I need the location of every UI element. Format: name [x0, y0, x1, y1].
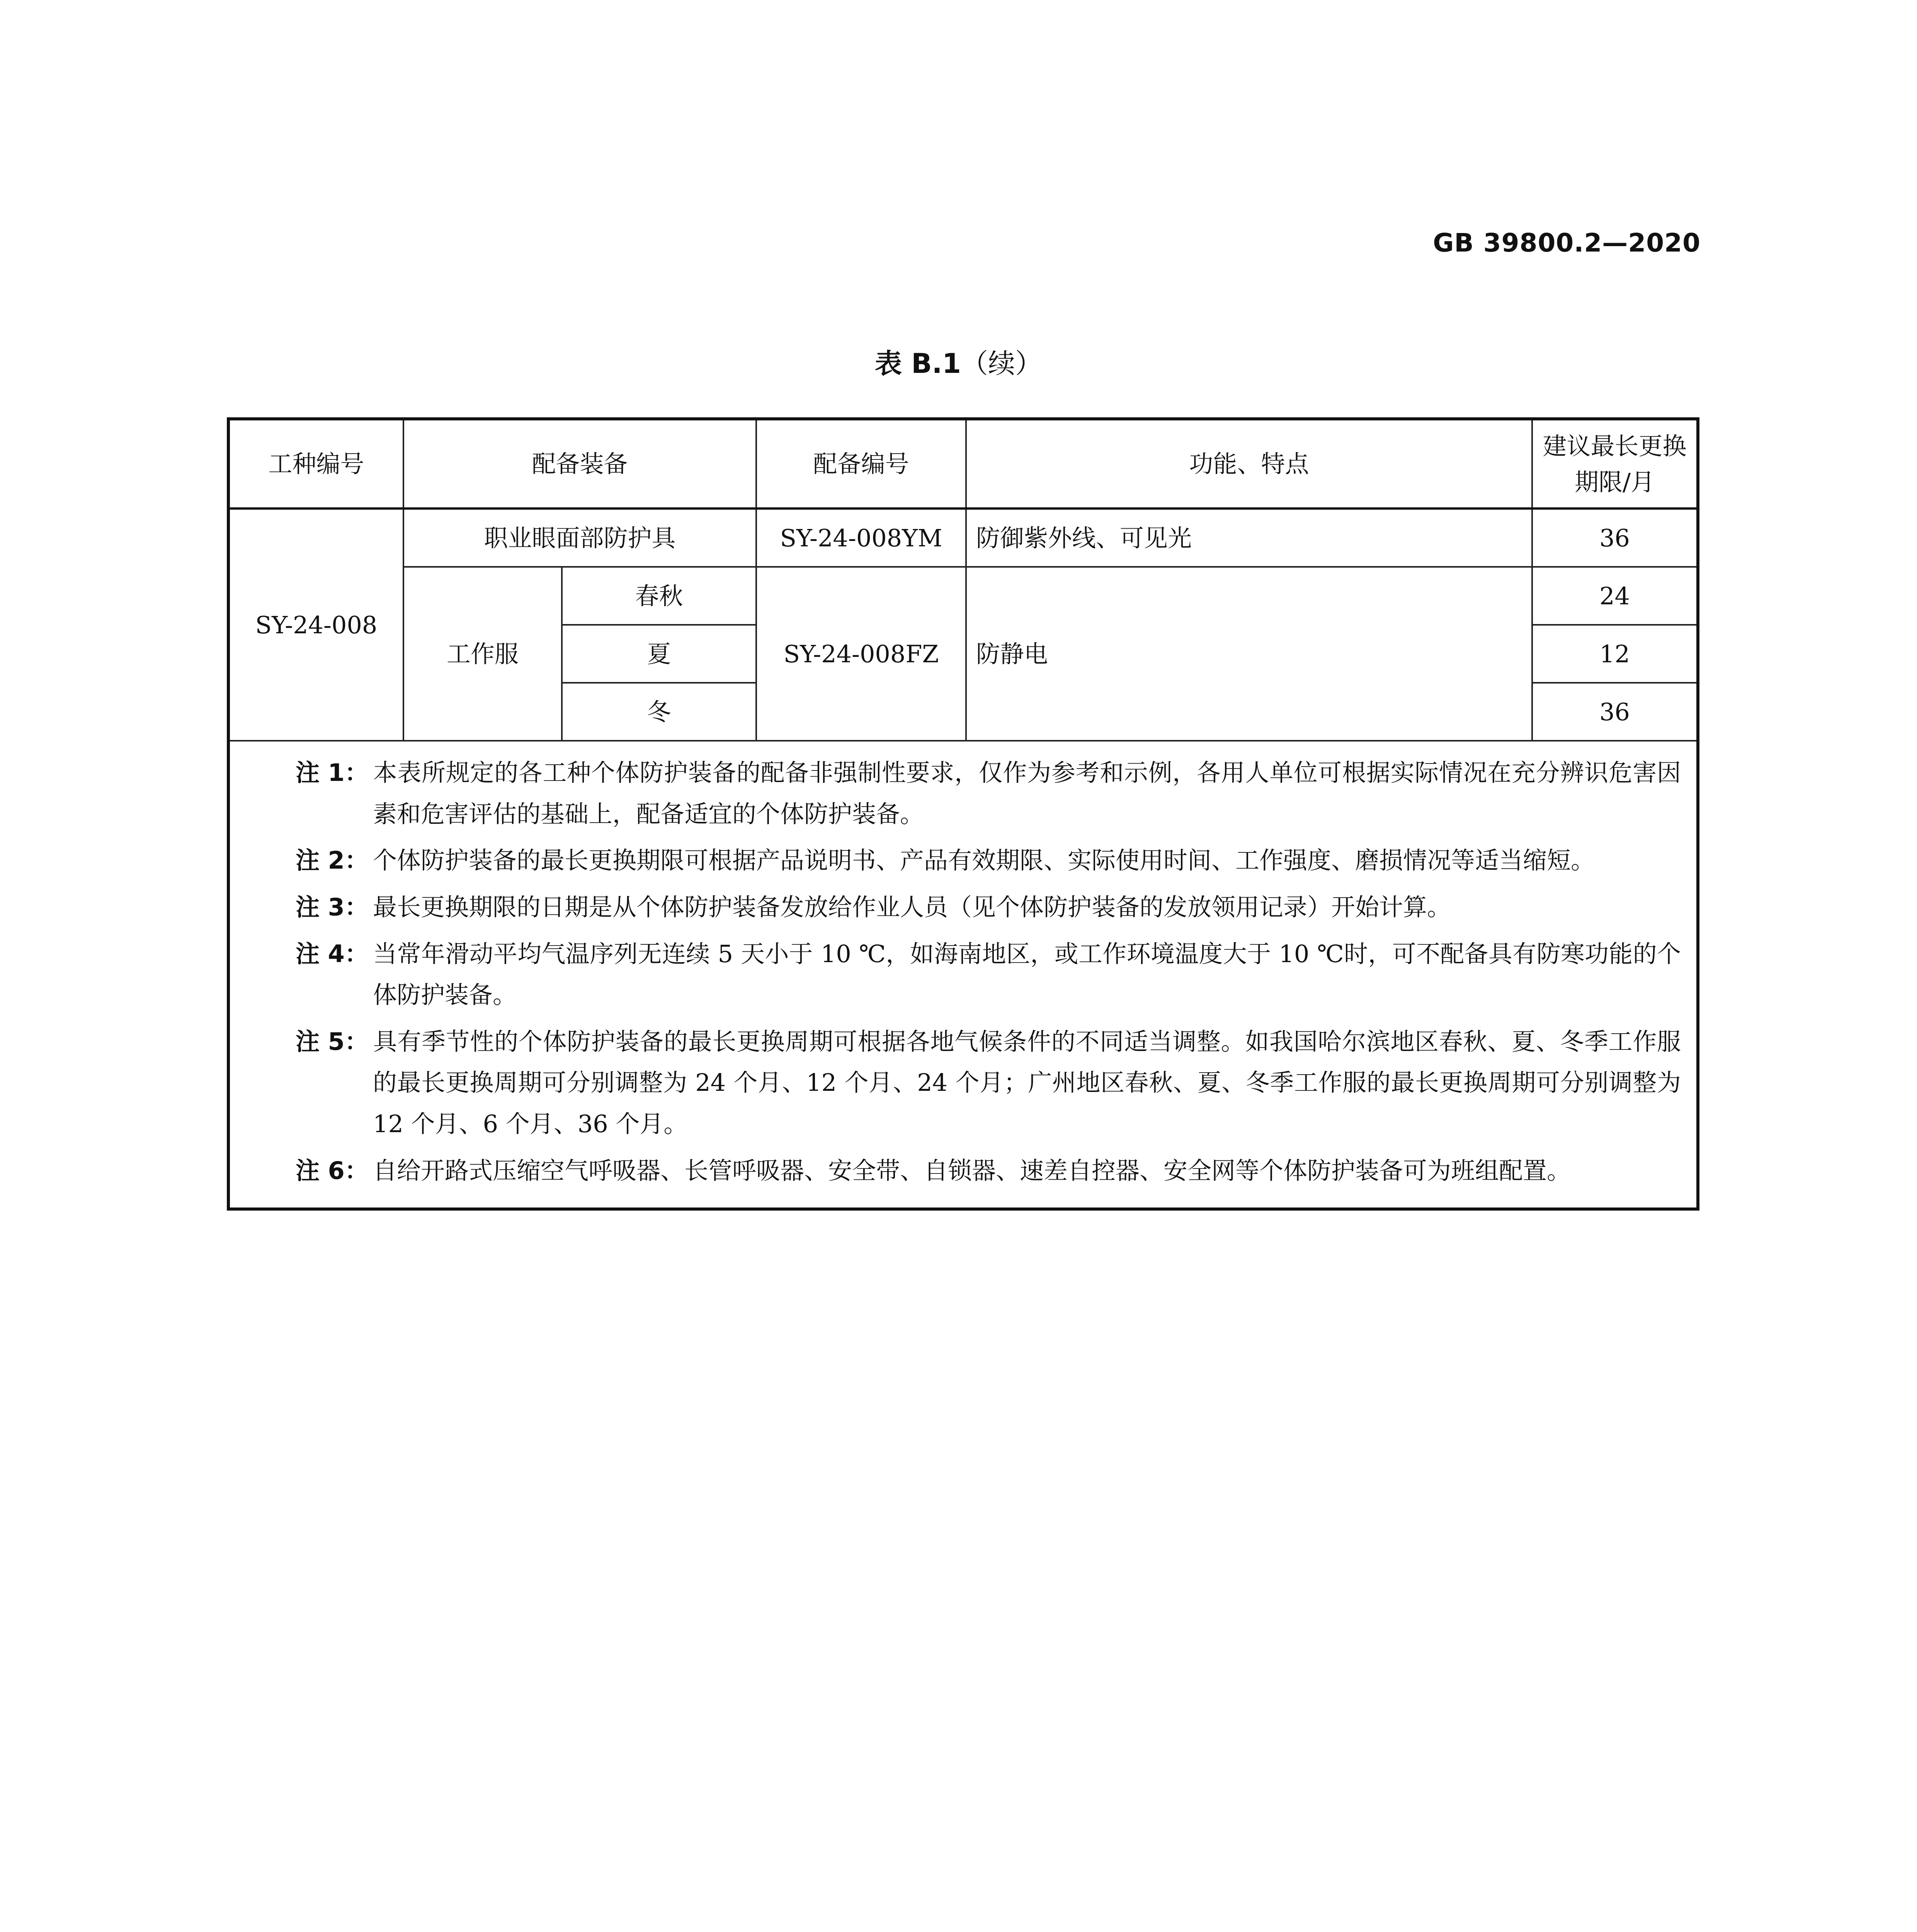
function-cell: 防御紫外线、可见光: [966, 509, 1532, 567]
note-text: 自给开路式压缩空气呼吸器、长管呼吸器、安全带、自锁器、速差自控器、安全网等个体防护装备可为班组配置。: [373, 1156, 1571, 1185]
note-6: [296, 1150, 1681, 1192]
note-label: 注 2：: [296, 846, 369, 875]
note-label: 注 5：: [296, 1027, 369, 1056]
note-3: [296, 887, 1681, 928]
season-cell: 冬: [562, 683, 756, 741]
period-cell: 36: [1532, 509, 1698, 567]
note-label: 注 4：: [296, 939, 369, 968]
equipment-table: [227, 417, 1699, 1211]
table-title: [0, 342, 1917, 381]
table-header-row: [228, 419, 1698, 509]
table-row: [228, 509, 1698, 567]
season-cell: 春秋: [562, 567, 756, 625]
table-title-text: 表 B.1: [874, 348, 961, 379]
note-5: [296, 1021, 1681, 1145]
notes-cell: [228, 741, 1698, 1209]
header-equipment-code: 配备编号: [756, 419, 966, 509]
period-cell: 12: [1532, 625, 1698, 683]
note-label: 注 1：: [296, 759, 369, 787]
equipment-code-cell: SY-24-008YM: [756, 509, 966, 567]
table-row: [228, 567, 1698, 625]
header-equipment: 配备装备: [403, 419, 756, 509]
work-clothes-cell: 工作服: [403, 567, 562, 741]
header-replace-period: 建议最长更换期限/月: [1532, 419, 1698, 509]
note-4: [296, 934, 1681, 1016]
equipment-cell: 职业眼面部防护具: [403, 509, 756, 567]
job-code-cell: SY-24-008: [228, 509, 403, 741]
work-clothes-function-cell: 防静电: [966, 567, 1532, 741]
header-function: 功能、特点: [966, 419, 1532, 509]
note-text: 当常年滑动平均气温序列无连续 5 天小于 10 ℃，如海南地区，或工作环境温度大于 10 ℃时，可不配备具有防寒功能的个体防护装备。: [373, 939, 1681, 1009]
note-1: [296, 752, 1681, 835]
note-text: 本表所规定的各工种个体防护装备的配备非强制性要求，仅作为参考和示例，各用人单位可根据实际情况在充分辨识危害因素和危害评估的基础上，配备适宜的个体防护装备。: [373, 759, 1681, 828]
table-title-continued: （续）: [961, 348, 1043, 379]
note-label: 注 6：: [296, 1156, 369, 1185]
work-clothes-code-cell: SY-24-008FZ: [756, 567, 966, 741]
note-2: [296, 840, 1681, 881]
header-job-code: 工种编号: [228, 419, 403, 509]
note-text: 个体防护装备的最长更换期限可根据产品说明书、产品有效期限、实际使用时间、工作强度、磨损情况等适当缩短。: [373, 846, 1595, 875]
note-text: 最长更换期限的日期是从个体防护装备发放给作业人员（见个体防护装备的发放领用记录）开始计算。: [373, 893, 1451, 921]
notes-row: [228, 741, 1698, 1209]
note-text: 具有季节性的个体防护装备的最长更换周期可根据各地气候条件的不同适当调整。如我国哈尔滨地区春秋、夏、冬季工作服的最长更换周期可分别调整为 24 个月、12 个月、24 个月；广州地区春秋、夏、冬季工作服的最长更换周期可分别调整为 12 个月、6 个月、36 个月。: [373, 1027, 1681, 1138]
note-label: 注 3：: [296, 893, 369, 921]
period-cell: 36: [1532, 683, 1698, 741]
standard-code: GB 39800.2—2020: [1433, 228, 1701, 258]
season-cell: 夏: [562, 625, 756, 683]
period-cell: 24: [1532, 567, 1698, 625]
